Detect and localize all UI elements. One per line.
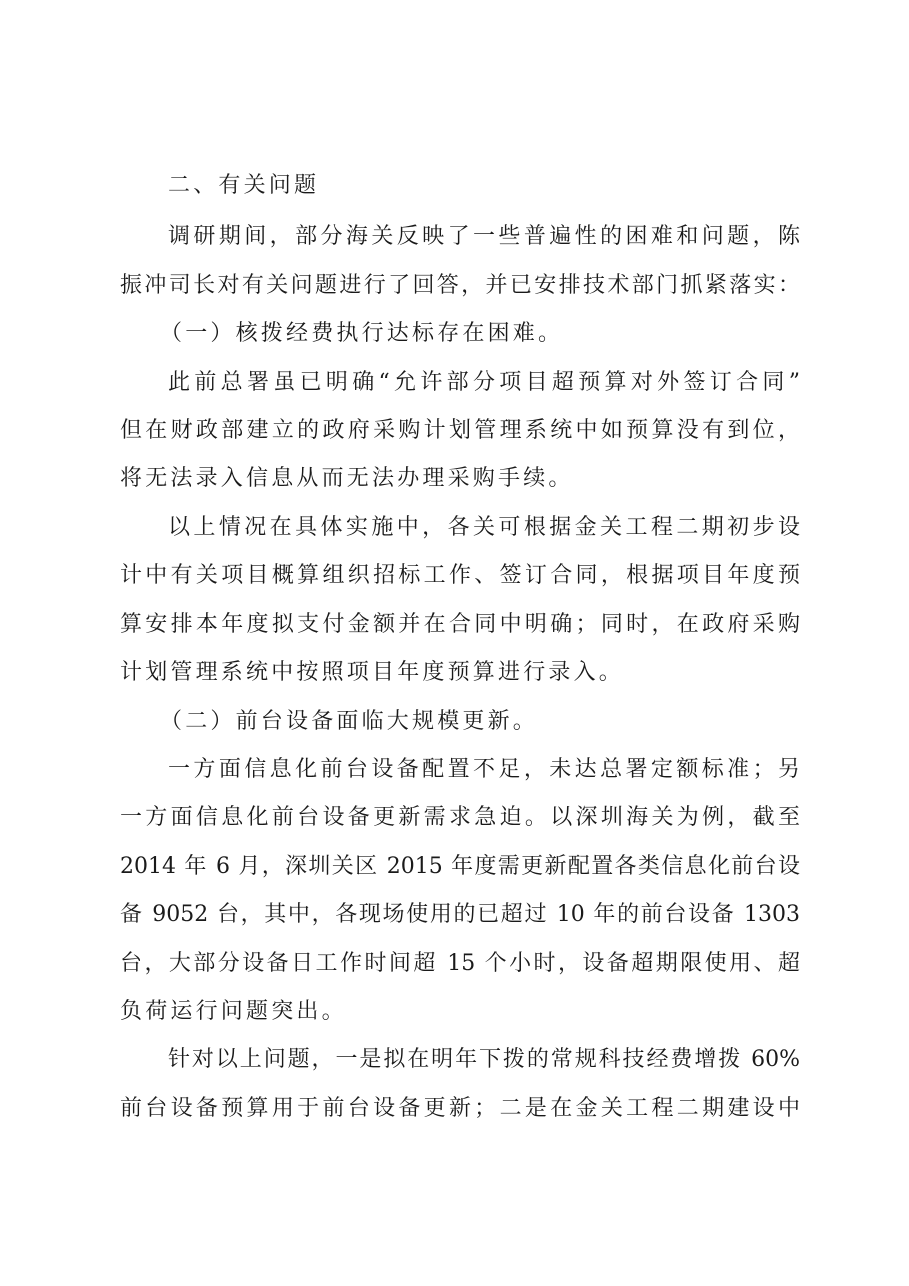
subsection-heading: （一）核拨经费执行达标存在困难。 (160, 321, 564, 346)
paragraph-line: 将无法录入信息从而无法办理采购手续。 (120, 466, 574, 491)
paragraph-line: 算安排本年度拟支付金额并在合同中明确；同时，在政府采购 (120, 612, 800, 637)
paragraph-line: 振冲司长对有关问题进行了回答，并已安排技术部门抓紧落实： (120, 273, 800, 298)
paragraph-line: 针对以上问题，一是拟在明年下拨的常规科技经费增拨 60% (168, 1047, 800, 1072)
paragraph-line: 台，大部分设备日工作时间超 15 个小时，设备超期限使用、超 (120, 951, 800, 976)
paragraph-line: 计划管理系统中按照项目年度预算进行录入。 (120, 660, 625, 685)
paragraph-line: 但在财政部建立的政府采购计划管理系统中如预算没有到位， (120, 418, 800, 443)
paragraph-line: 前台设备预算用于前台设备更新；二是在金关工程二期建设中 (120, 1096, 800, 1121)
subsection-heading: （二）前台设备面临大规模更新。 (160, 709, 539, 734)
paragraph-line: 以上情况在具体实施中，各关可根据金关工程二期初步设 (168, 515, 800, 540)
paragraph-line: 2014 年 6 月，深圳关区 2015 年度需更新配置各类信息化前台设 (120, 854, 800, 879)
paragraph-line: 备 9052 台，其中，各现场使用的已超过 10 年的前台设备 1303 (120, 902, 800, 927)
paragraph-line: 此前总署虽已明确“允许部分项目超预算对外签订合同” (168, 370, 800, 395)
paragraph-line: 计中有关项目概算组织招标工作、签订合同，根据项目年度预 (120, 563, 800, 588)
section-heading: 二、有关问题 (168, 173, 320, 198)
paragraph-line: 一方面信息化前台设备配置不足，未达总署定额标准；另 (168, 757, 800, 782)
paragraph-line: 负荷运行问题突出。 (120, 999, 347, 1024)
paragraph-line: 一方面信息化前台设备更新需求急迫。以深圳海关为例，截至 (120, 805, 800, 830)
paragraph-line: 调研期间，部分海关反映了一些普遍性的困难和问题，陈 (168, 224, 800, 249)
